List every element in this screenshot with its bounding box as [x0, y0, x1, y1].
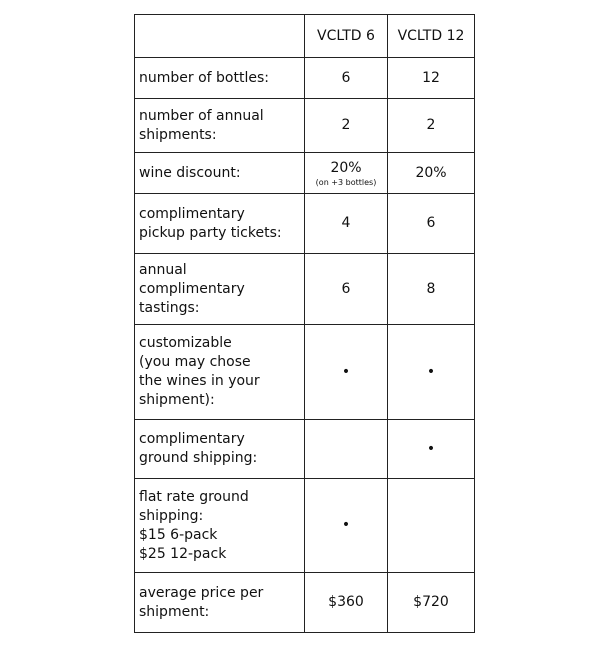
table-row — [135, 58, 475, 99]
header-vcltd-6: VCLTD 6 — [305, 15, 388, 58]
included-bullet: • — [341, 517, 351, 533]
header-vcltd-12: VCLTD 12 — [388, 15, 475, 58]
row-label — [135, 325, 305, 420]
discount-value: 20% — [330, 159, 362, 176]
vcltd-12-value — [388, 420, 475, 479]
table-header-row — [135, 15, 475, 58]
vcltd-6-value: 6 — [305, 254, 388, 325]
vcltd-6-value: 4 — [305, 194, 388, 254]
vcltd-6-value — [305, 479, 388, 573]
vcltd-12-value: 6 — [388, 194, 475, 254]
table-row — [135, 254, 475, 325]
included-bullet: • — [426, 363, 436, 380]
row-label-text: customizable (you may chose the wines in your shipment): — [139, 335, 260, 408]
vcltd-6-value: $360 — [305, 573, 388, 633]
row-label — [135, 254, 305, 325]
vcltd-6-value — [305, 420, 388, 479]
row-label — [135, 573, 305, 633]
row-label-text: average price per shipment: — [139, 584, 264, 620]
row-label — [135, 58, 305, 99]
table-row — [135, 420, 475, 479]
vcltd-12-value — [388, 479, 475, 573]
table-row — [135, 479, 475, 573]
row-label-text: flat rate ground shipping: $15 6-pack $25 12-pack — [139, 488, 249, 562]
vcltd-12-value: 2 — [388, 99, 475, 153]
table-row — [135, 99, 475, 153]
table-row — [135, 573, 475, 633]
vcltd-12-value: 8 — [388, 254, 475, 325]
vcltd-12-value: $720 — [388, 573, 475, 633]
table-row — [135, 153, 475, 194]
row-label-text: wine discount: — [139, 164, 241, 181]
included-bullet: • — [341, 363, 351, 380]
row-label — [135, 420, 305, 479]
row-label — [135, 99, 305, 153]
vcltd-12-value: 12 — [388, 58, 475, 99]
row-label — [135, 153, 305, 194]
vcltd-12-value — [388, 325, 475, 420]
table-row — [135, 325, 475, 420]
row-label-text: number of annual shipments: — [139, 107, 264, 143]
vcltd-6-value: 6 — [305, 58, 388, 99]
row-label — [135, 194, 305, 254]
header-empty-cell — [135, 15, 305, 58]
vcltd-12-value: 20% — [388, 153, 475, 194]
row-label-text: annual complimentary tastings: — [139, 261, 245, 316]
included-bullet: • — [426, 440, 436, 457]
vcltd-6-value — [305, 153, 388, 194]
row-label-text: complimentary ground shipping: — [139, 431, 258, 466]
vcltd-6-value: 2 — [305, 99, 388, 153]
row-label-text: number of bottles: — [139, 69, 269, 86]
membership-comparison-table — [134, 14, 475, 633]
vcltd-6-value — [305, 325, 388, 420]
table-row — [135, 194, 475, 254]
discount-note: (on +3 bottles) — [315, 177, 377, 187]
row-label — [135, 479, 305, 573]
row-label-text: complimentary pickup party tickets: — [139, 205, 282, 241]
